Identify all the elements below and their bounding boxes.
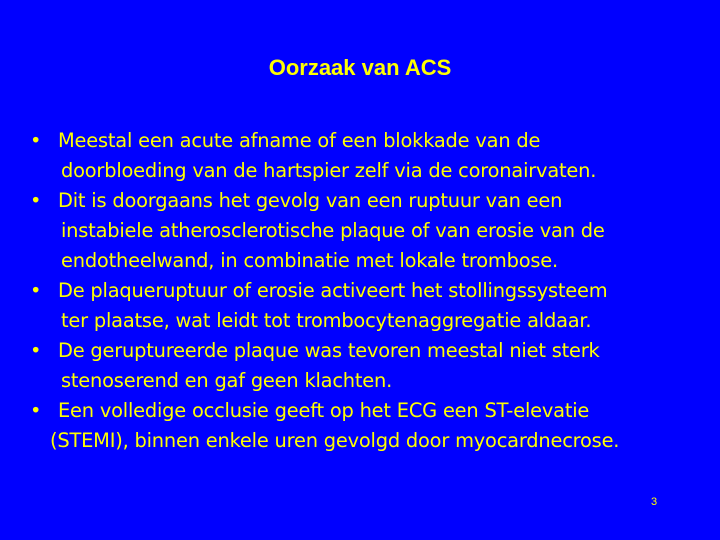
- bullet-text: Een volledige occlusie geeft op het ECG een ST-elevatie: [58, 399, 590, 422]
- bullet-icon: •: [30, 279, 42, 302]
- bullet-text: De plaqueruptuur of erosie activeert het stollingssysteem: [58, 279, 608, 302]
- bullet-continuation: doorbloeding van de hartspier zelf via de coronairvaten.: [61, 159, 597, 182]
- bullet-line: [30, 276, 700, 306]
- bullet-icon: •: [30, 129, 42, 152]
- slide-title: Oorzaak van ACS: [268, 55, 452, 80]
- page-number: 3: [651, 496, 658, 508]
- bullet-text: Meestal een acute afname of een blokkade van de: [58, 129, 541, 152]
- bullet-continuation: endotheelwand, in combinatie met lokale trombose.: [61, 249, 558, 272]
- bullet-continuation: ter plaatse, wat leidt tot trombocytenaggregatie aldaar.: [61, 309, 592, 332]
- bullet-continuation: instabiele atherosclerotische plaque of van erosie van de: [61, 219, 605, 242]
- bullet-item: [30, 276, 700, 336]
- bullet-item: [30, 126, 700, 186]
- bullet-line: [30, 396, 700, 426]
- bullet-icon: •: [30, 189, 42, 212]
- bullet-icon: •: [30, 339, 42, 362]
- bullet-continuation: stenoserend en gaf geen klachten.: [61, 369, 393, 392]
- bullet-item: [30, 396, 700, 456]
- bullet-item: [30, 186, 700, 276]
- bullet-text: Dit is doorgaans het gevolg van een ruptuur van een: [58, 189, 563, 212]
- bullet-line: [30, 186, 700, 216]
- bullet-text: De geruptureerde plaque was tevoren meestal niet sterk: [58, 339, 600, 362]
- bullet-line: [30, 126, 700, 156]
- bullet-continuation: (STEMI), binnen enkele uren gevolgd door myocardnecrose.: [50, 429, 620, 452]
- bullet-item: [30, 336, 700, 396]
- bullet-list: [30, 126, 700, 456]
- bullet-line: [30, 336, 700, 366]
- bullet-icon: •: [30, 399, 42, 422]
